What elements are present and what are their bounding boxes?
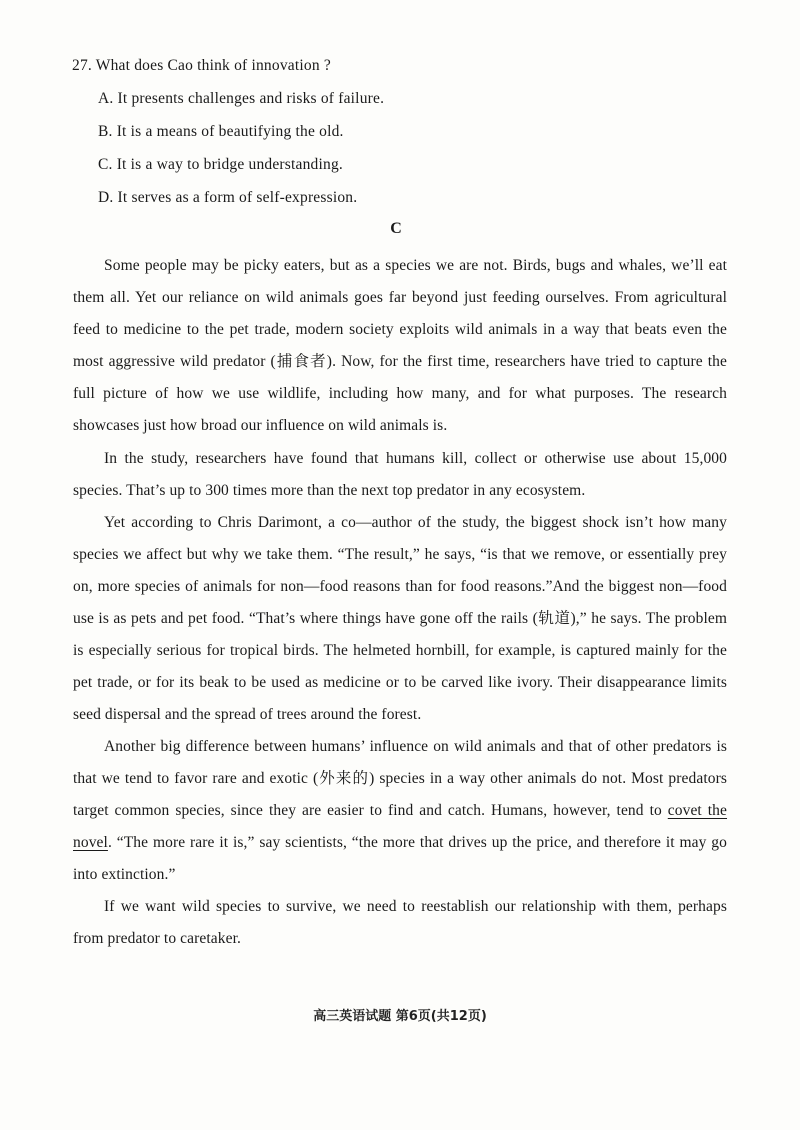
paragraph-4	[73, 731, 727, 891]
section-title: C	[390, 220, 402, 237]
underlined-phrase: covet the novel	[73, 802, 728, 851]
option-c: C. It is a way to bridge understanding.	[98, 156, 343, 173]
question-27-stem: 27. What does Cao think of innovation ?	[72, 57, 331, 74]
option-d: D. It serves as a form of self-expression.	[98, 189, 358, 206]
option-b: B. It is a means of beautifying the old.	[98, 123, 344, 140]
paragraph-2: In the study, researchers have found that humans kill, collect or otherwise use about 15,000 species. That’s up to 300 times more than the next top predator in any ecosystem.	[73, 450, 727, 499]
paragraph-5: If we want wild species to survive, we need to reestablish our relationship with them, perhaps from predator to caretaker.	[73, 898, 727, 947]
paragraph-4-text-after: . “The more rare it is,” say scientists, “the more that drives up the price, and therefore it may go into extinction.”	[73, 834, 727, 883]
option-a: A. It presents challenges and risks of failure.	[98, 90, 385, 107]
paragraph-3: Yet according to Chris Darimont, a co—author of the study, the biggest shock isn’t how many species we affect but why we take them. “The result,” he says, “is that we remove, or essentially prey on, more species of animals for non—food reasons than for food reasons.”And the biggest non—food use is as pets and pet food. “That’s where things have gone off the rails (轨道),” he says. The problem is especially serious for tropical birds. The helmeted hornbill, for example, is captured mainly for the pet trade, or for its beak to be used as medicine or to be carved like ivory. Their disappearance limits seed dispersal and the spread of trees around the forest.	[73, 514, 727, 723]
paragraph-1: Some people may be picky eaters, but as a species we are not. Birds, bugs and whales, we’ll eat them all. Yet our reliance on wild animals goes far beyond just feeding ourselves. From agricultural feed to medicine to the pet trade, modern society exploits wild animals in a way that beats even the most aggressive wild predator (捕食者). Now, for the first time, researchers have tried to capture the full picture of how we use wildlife, including how many, and for what purposes. The research showcases just how broad our influence on wild animals is.	[73, 257, 727, 434]
question-27-options	[98, 88, 384, 220]
paragraph-4-text-before: Another big difference between humans’ influence on wild animals and that of other predators is that we tend to favor rare and exotic (外来的) species in a way other animals do not. Most predators target common species, since they are easier to find and catch. Humans, however, tend to	[73, 738, 727, 819]
page-footer: 高三英语试题 第6页(共12页)	[313, 1009, 487, 1024]
reading-passage	[73, 250, 727, 955]
